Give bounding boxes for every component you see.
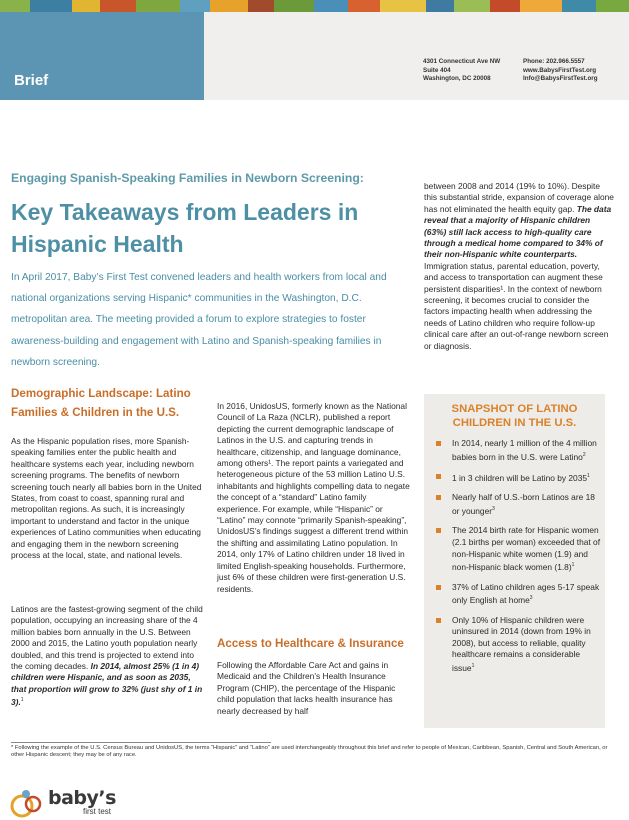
list-item — [428, 582, 603, 607]
paragraph-text: between 2008 and 2014 (19% to 10%). Despite this substantial stride, expansion of coverage alone has not eliminated the health equity gap. — [424, 181, 614, 214]
email-link[interactable]: Info@BabysFirstTest.org — [523, 75, 598, 83]
citation: 1 — [20, 697, 24, 704]
stripe-segment — [210, 0, 248, 12]
snapshot-list — [428, 438, 603, 682]
stripe-segment — [380, 0, 426, 12]
list-item — [428, 492, 603, 517]
demographics-paragraph-2 — [11, 604, 206, 708]
stripe-segment — [0, 0, 30, 12]
website-link[interactable]: www.BabysFirstTest.org — [523, 66, 597, 74]
emphasis-text: The data reveal that a majority of Hispanic children (63%) still lack access to high-quality care through a medical home compared to 34% of their non-Hispanic white counterparts. — [424, 203, 612, 260]
stripe-segment — [562, 0, 596, 12]
section-heading-healthcare: Access to Healthcare & Insurance — [217, 637, 404, 650]
brief-label: Brief — [14, 72, 49, 89]
citation: 2 — [582, 451, 586, 458]
stripe-segment — [100, 0, 136, 12]
section-heading-demographics: Demographic Landscape: Latino Families & Children in the U.S. — [11, 387, 191, 419]
bullet-icon — [436, 495, 441, 500]
stripe-segment — [490, 0, 520, 12]
contact-block — [523, 58, 598, 84]
stripe-segment — [314, 0, 348, 12]
unidosus-paragraph: In 2016, UnidosUS, formerly known as the National Council of La Raza (NCLR), published a report depicting the current demographic landscape of Latinos in the U.S. and capturing trends in healthcare, citizenship, and language dominance, among others¹. The report paints a variegated and heterogeneous picture of the 53 million Latino U.S. inhabitants and highlights compelling data to negate the concept of a “standard” Latino family experience. For example, while “Hispanic” or “Latino” may connote “primarily Spanish-speaking”, UnidosUS’s findings suggest a different trend within the shifting and assimilating Latino population. In 2014, only 17% of Latino children under 18 lived in limited English-speaking households. Furthermore, just 6% of these children were first-generation U.S. residents. — [217, 401, 410, 594]
logo-wordmark: baby’s — [48, 787, 116, 809]
snapshot-title: SNAPSHOT OF LATINO CHILDREN IN THE U.S. — [451, 403, 578, 429]
bullet-icon — [436, 618, 441, 623]
citation: 1 — [471, 662, 475, 669]
healthcare-paragraph-continued — [424, 181, 614, 352]
intro-paragraph: In April 2017, Baby’s First Test convened leaders and health workers from local and national organizations serving Hispanic* communities in the Washington, D.C. metropolitan area. The meeting provided a forum to explore strategies to foster awareness-building and engagement with Latino and Spanish-speaking families in newborn screening. — [11, 272, 387, 368]
stripe-segment — [274, 0, 314, 12]
stripe-segment — [30, 0, 72, 12]
stripe-segment — [454, 0, 490, 12]
brief-label-box — [0, 12, 204, 100]
address-block — [423, 58, 500, 84]
stripe-segment — [248, 0, 274, 12]
emphasis-text: In 2014, almost 25% (1 in 4) children were Hispanic, and as soon as 2035, that proportion will grow to 32% (just shy of 1 in 3). — [11, 661, 203, 708]
header-color-stripe — [0, 0, 629, 12]
list-item-text: 37% of Latino children ages 5-17 speak only English at home — [452, 581, 600, 605]
citation: 1 — [571, 562, 575, 569]
stripe-segment — [520, 0, 562, 12]
list-item-text: Only 10% of Hispanic children were uninsured in 2014 (down from 19% in 2008), but access to reliable, quality healthcare remains a considerable issue — [452, 614, 591, 673]
address-line: Washington, DC 20008 — [423, 75, 491, 83]
stripe-segment — [180, 0, 210, 12]
demographics-paragraph-1: As the Hispanic population rises, more Spanish-speaking families enter the public health and healthcare systems each year, including newborn screening programs. The benefits of newborn screening touch nearly all babies born in the United States, from coast to coast, spanning rural and metropolitan regions. As such, it is increasingly important to understand and factor in the unique experiences of Latino communities when educating and engaging them in the newborn screening process at the local, state, and national levels. — [11, 436, 202, 561]
list-item-text: The 2014 birth rate for Hispanic women (2.1 births per woman) exceeded that of non-Hispanic white women (1.9) and non-Hispanic black women (1.8) — [452, 525, 601, 572]
list-item-text: In 2014, nearly 1 million of the 4 million babies born in the U.S. were Latino — [452, 438, 597, 462]
logo-subtext: first test — [83, 807, 112, 816]
bullet-icon — [436, 474, 441, 479]
paragraph-text: Immigration status, parental education, poverty, and access to transportation can augment these persistent disparities¹. In the context of newborn screening, it becomes crucial to consider the factors impacting health when addressing the needs of Latino children who require follow-up clinical care after an out-of-range newborn screen or diagnosis. — [424, 260, 609, 351]
phone-text: Phone: 202.966.5557 — [523, 58, 585, 65]
bullet-icon — [436, 585, 441, 590]
paragraph-text: Latinos are the fastest-growing segment of the child population, occupying an increasing share of the 4 million babies born annually in the U.S. Between 2000 and 2015, the Latino youth population nearly doubled, and this trend is projected to extend into the coming decades. — [11, 604, 203, 672]
address-line: 4301 Connecticut Ave NW — [423, 58, 501, 65]
healthcare-paragraph: Following the Affordable Care Act and gains in Medicaid and the Children’s Health Insurance Program (CHIP), the percentage of the Hispanic child population that lacks health insurance has nearly decreased by half — [217, 660, 396, 716]
stripe-segment — [596, 0, 629, 12]
document-title: Key Takeaways from Leaders in Hispanic Health — [11, 199, 359, 257]
stripe-segment — [426, 0, 454, 12]
list-item-text: 1 in 3 children will be Latino by 2035 — [452, 472, 588, 483]
footnote-divider — [11, 742, 271, 743]
stripe-segment — [72, 0, 100, 12]
citation: 1 — [587, 472, 590, 479]
document-subtitle: Engaging Spanish-Speaking Families in Newborn Screening: — [11, 171, 364, 185]
citation: 3 — [492, 505, 495, 512]
stripe-segment — [136, 0, 180, 12]
address-line: Suite 404 — [423, 66, 451, 74]
footnote: * Following the example of the U.S. Census Bureau and UnidosUS, the terms “Hispanic” and “Latino” are used interchangeably throughout this brief and refer to people of Mexican, Caribbean, Spanish, Central and South American, or other Hispanic descent; they may be of any race. — [11, 745, 608, 759]
stripe-segment — [348, 0, 380, 12]
bullet-icon — [436, 441, 441, 446]
list-item — [428, 471, 603, 484]
bullet-icon — [436, 528, 441, 533]
list-item — [428, 438, 603, 463]
list-item — [428, 525, 603, 573]
citation: 3 — [529, 595, 533, 602]
list-item-text: Nearly half of U.S.-born Latinos are 18 or younger — [452, 492, 595, 516]
list-item — [428, 615, 603, 675]
